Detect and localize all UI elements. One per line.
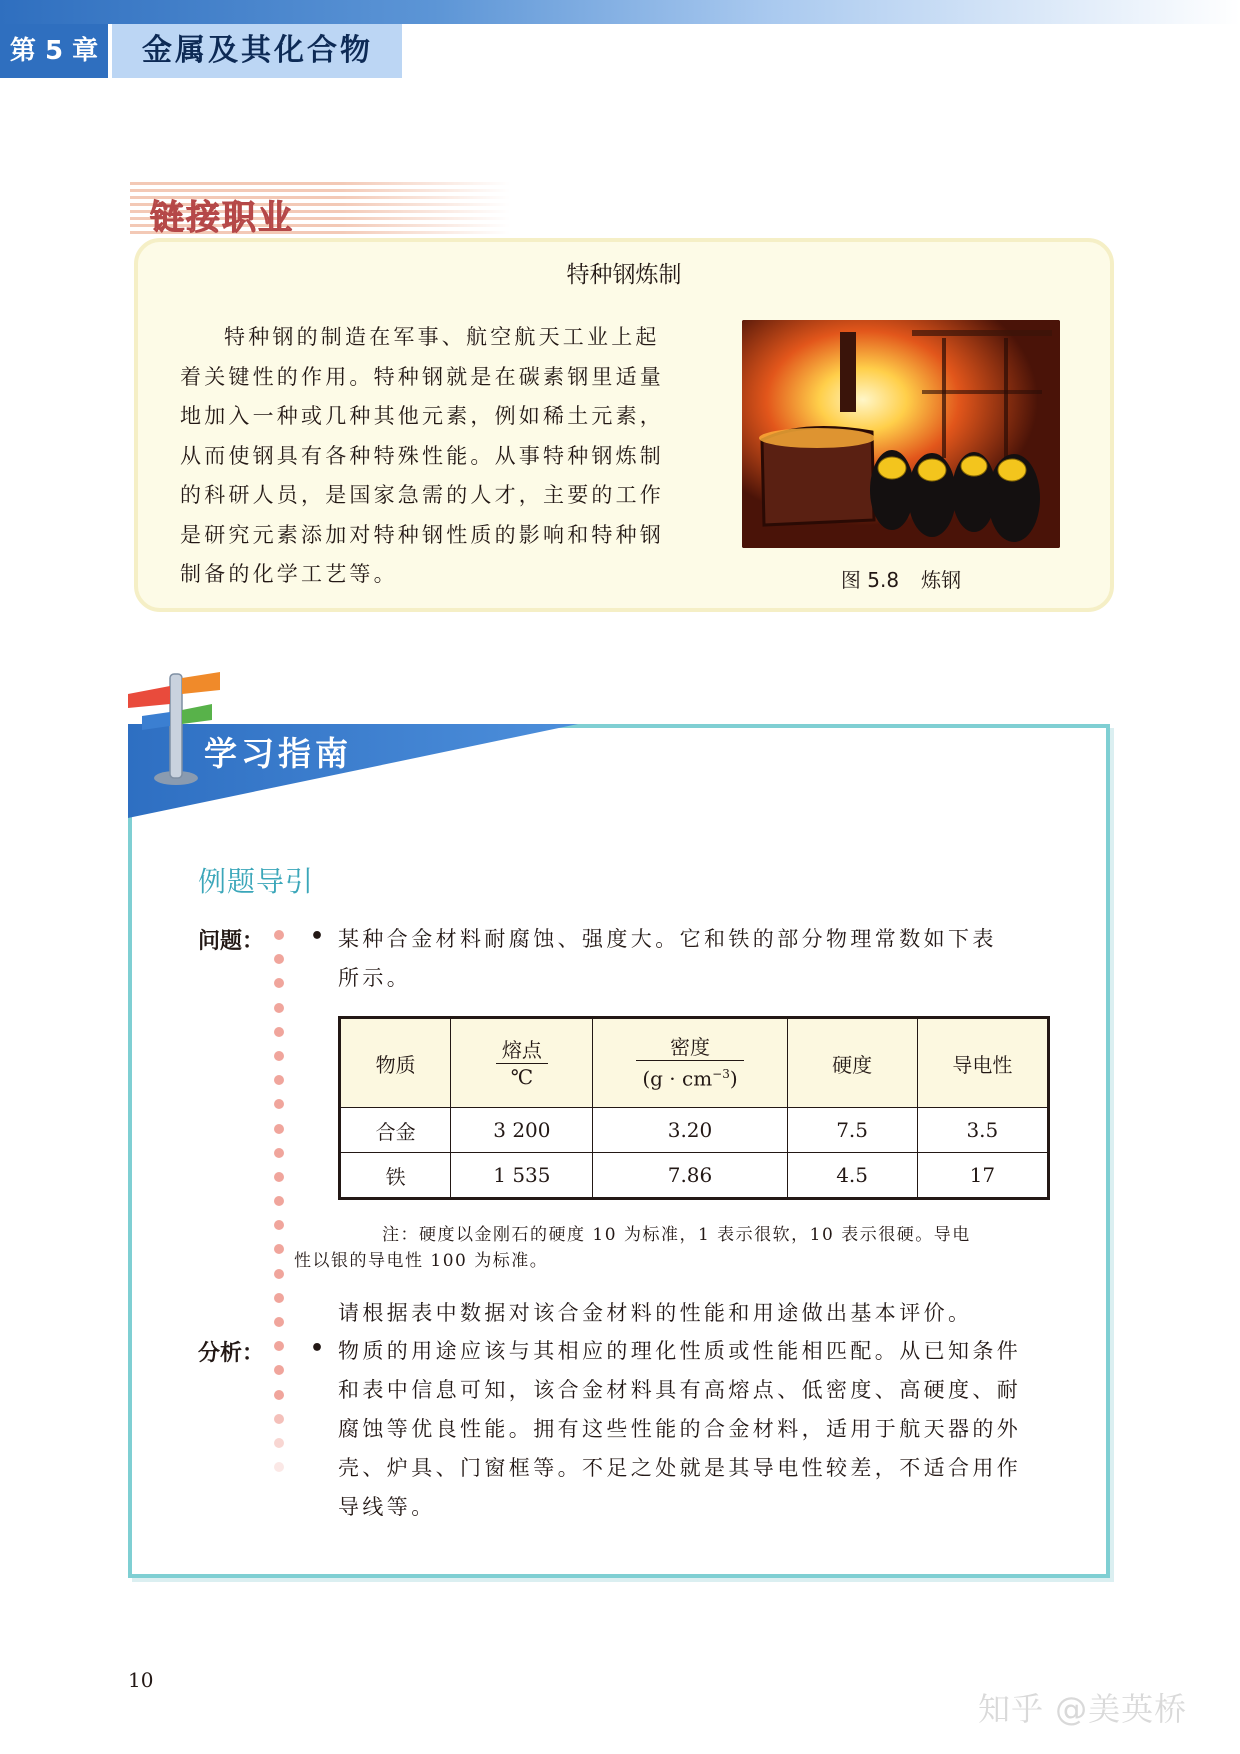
header-substance: 物质 — [340, 1018, 451, 1108]
analysis-bullet: • — [310, 1336, 325, 1361]
analysis-line: 导线等。 — [338, 1495, 436, 1519]
question-line: 所示。 — [338, 966, 412, 990]
header-density: $\frac{\text{密度}}{(g \cdot cm^{-3})}$ — [593, 1018, 787, 1108]
steelmaking-photo — [742, 320, 1060, 548]
figure-number: 图 5.8 — [840, 568, 900, 592]
header-melting-point: $\frac{\text{熔点}}{℃}$ — [451, 1018, 593, 1108]
table-row — [340, 1153, 1049, 1199]
table-cell: 4.5 — [787, 1153, 917, 1199]
chapter-title: 金属及其化合物 — [112, 24, 402, 78]
question-line: 某种合金材料耐腐蚀、强度大。它和铁的部分物理常数如下表 — [338, 927, 997, 951]
table-cell: 3 200 — [451, 1108, 593, 1153]
study-guide-title: 学习指南 — [204, 734, 352, 773]
table-cell: 17 — [917, 1153, 1048, 1199]
signpost-icon — [120, 664, 230, 788]
note-line: 性以银的导电性 100 为标准。 — [294, 1251, 549, 1271]
analysis-line: 腐蚀等优良性能。拥有这些性能的合金材料，适用于航天器的外 — [338, 1417, 1022, 1441]
header-conductivity: 导电性 — [917, 1018, 1048, 1108]
note-line: 注：硬度以金刚石的硬度 10 为标准，1 表示很软，10 表示很硬。导电 — [382, 1225, 971, 1245]
analysis-text — [338, 1332, 1050, 1527]
career-line: 制备的化学工艺等。 — [180, 562, 398, 586]
table-cell: 1 535 — [451, 1153, 593, 1199]
career-line: 特种钢的制造在军事、航空航天工业上起 — [224, 325, 660, 349]
properties-table — [338, 1016, 1050, 1200]
career-line: 是研究元素添加对特种钢性质的影响和特种钢 — [180, 522, 664, 547]
figure-caption-text: 炼钢 — [921, 568, 962, 592]
dotted-divider — [274, 930, 286, 1486]
header-gradient-bar — [0, 0, 1240, 24]
career-line: 从而使钢具有各种特殊性能。从事特种钢炼制 — [180, 443, 664, 468]
table-note — [294, 1222, 1038, 1274]
header-hardness: 硬度 — [787, 1018, 917, 1108]
analysis-line: 和表中信息可知，该合金材料具有高熔点、低密度、高硬度、耐 — [338, 1378, 1022, 1402]
page-number: 10 — [128, 1668, 154, 1692]
table-cell: 7.86 — [593, 1153, 787, 1199]
request-text: 请根据表中数据对该合金材料的性能和用途做出基本评价。 — [338, 1301, 973, 1325]
career-line: 着关键性的作用。特种钢就是在碳素钢里适量 — [180, 364, 664, 389]
example-guide-label: 例题导引 — [198, 865, 315, 898]
figure-caption — [742, 564, 1060, 593]
table-cell: 合金 — [340, 1108, 451, 1153]
career-heading: 特种钢炼制 — [566, 262, 682, 288]
chapter-number-label: 第 5 章 — [0, 24, 108, 78]
watermark: 知乎 @美英桥 — [978, 1690, 1188, 1728]
table-cell: 3.20 — [593, 1108, 787, 1153]
question-text — [338, 920, 1050, 998]
career-paragraph — [180, 318, 720, 595]
analysis-label: 分析： — [198, 1341, 265, 1366]
career-line: 地加入一种或几种其他元素，例如稀土元素， — [180, 404, 664, 428]
table-cell: 7.5 — [787, 1108, 917, 1153]
table-row — [340, 1108, 1049, 1153]
question-label: 问题： — [198, 929, 265, 954]
career-line: 的科研人员，是国家急需的人才，主要的工作 — [180, 483, 664, 507]
table-cell: 3.5 — [917, 1108, 1048, 1153]
analysis-line: 物质的用途应该与其相应的理化性质或性能相匹配。从已知条件 — [338, 1339, 1022, 1363]
career-section-label: 链接职业 — [150, 198, 294, 238]
question-bullet: • — [310, 924, 325, 949]
table-cell: 铁 — [340, 1153, 451, 1199]
analysis-line: 壳、炉具、门窗框等。不足之处就是其导电性较差，不适合用作 — [338, 1456, 1022, 1480]
